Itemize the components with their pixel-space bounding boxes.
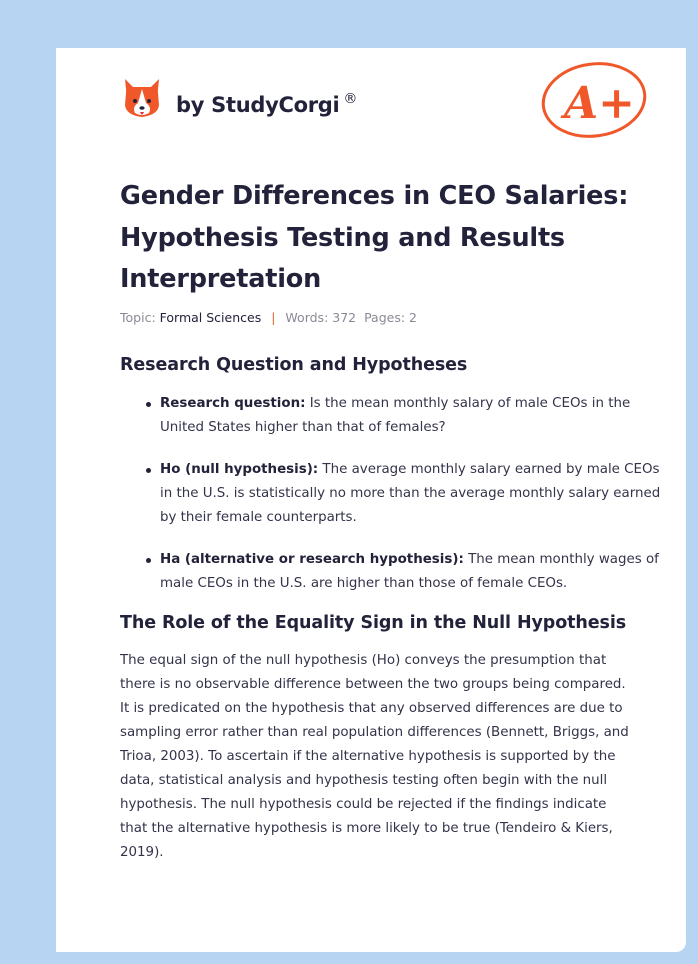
item-label: Research question: bbox=[160, 396, 306, 411]
registered-mark: ® bbox=[343, 91, 358, 107]
brand-logo[interactable] bbox=[122, 76, 357, 124]
item-text: Is the mean monthly salary of male CEOs in the United States higher than that of females? bbox=[160, 396, 631, 435]
meta-separator: | bbox=[271, 310, 276, 325]
topic-label: Topic: bbox=[120, 310, 156, 325]
hypotheses-list bbox=[120, 392, 670, 614]
grade-badge bbox=[538, 58, 650, 146]
item-text: The mean monthly wages of male CEOs in the U.S. are higher than those of female CEOs. bbox=[160, 552, 659, 591]
body-paragraph: The equal sign of the null hypothesis (Ho) conveys the presumption that there is no observable difference between the two groups being compared. It is predicated on the hypothesis that any observed differences are due to sampling error rather than real population differences (Bennett, Briggs, and Trioa, 2003). To ascertain if the alternative hypothesis is supported by the data, statistical analysis and hypothesis testing often begin with the null hypothesis. The null hypothesis could be rejected if the findings indicate that the alternative hypothesis is more likely to be true (Tendeiro & Kiers, 2019). bbox=[120, 653, 629, 860]
brand-name: by StudyCorgi ® bbox=[176, 91, 358, 117]
item-label: Ho (null hypothesis): bbox=[160, 462, 319, 477]
page-count: Pages: 2 bbox=[364, 310, 417, 325]
word-count: Words: 372 bbox=[285, 310, 357, 325]
section-heading-research: Research Question and Hypotheses bbox=[120, 355, 468, 375]
item-label: Ha (alternative or research hypothesis): bbox=[160, 552, 464, 567]
document-title: Gender Differences in CEO Salaries: Hypothesis Testing and Results Interpretation bbox=[120, 181, 629, 294]
list-item bbox=[160, 392, 670, 440]
item-text: The average monthly salary earned by male CEOs in the U.S. is statistically no more than the average monthly salary earned by their female counterparts. bbox=[160, 462, 661, 525]
grade-text: A+ bbox=[564, 78, 636, 129]
list-item bbox=[160, 548, 670, 596]
section-heading-equality: The Role of the Equality Sign in the Null Hypothesis bbox=[120, 613, 627, 633]
topic-link[interactable]: Formal Sciences bbox=[159, 310, 262, 325]
document-meta bbox=[120, 310, 417, 325]
document-page bbox=[56, 48, 686, 952]
list-item bbox=[160, 458, 670, 530]
a-plus-grade-icon bbox=[538, 58, 650, 142]
corgi-logo-icon bbox=[122, 77, 162, 123]
